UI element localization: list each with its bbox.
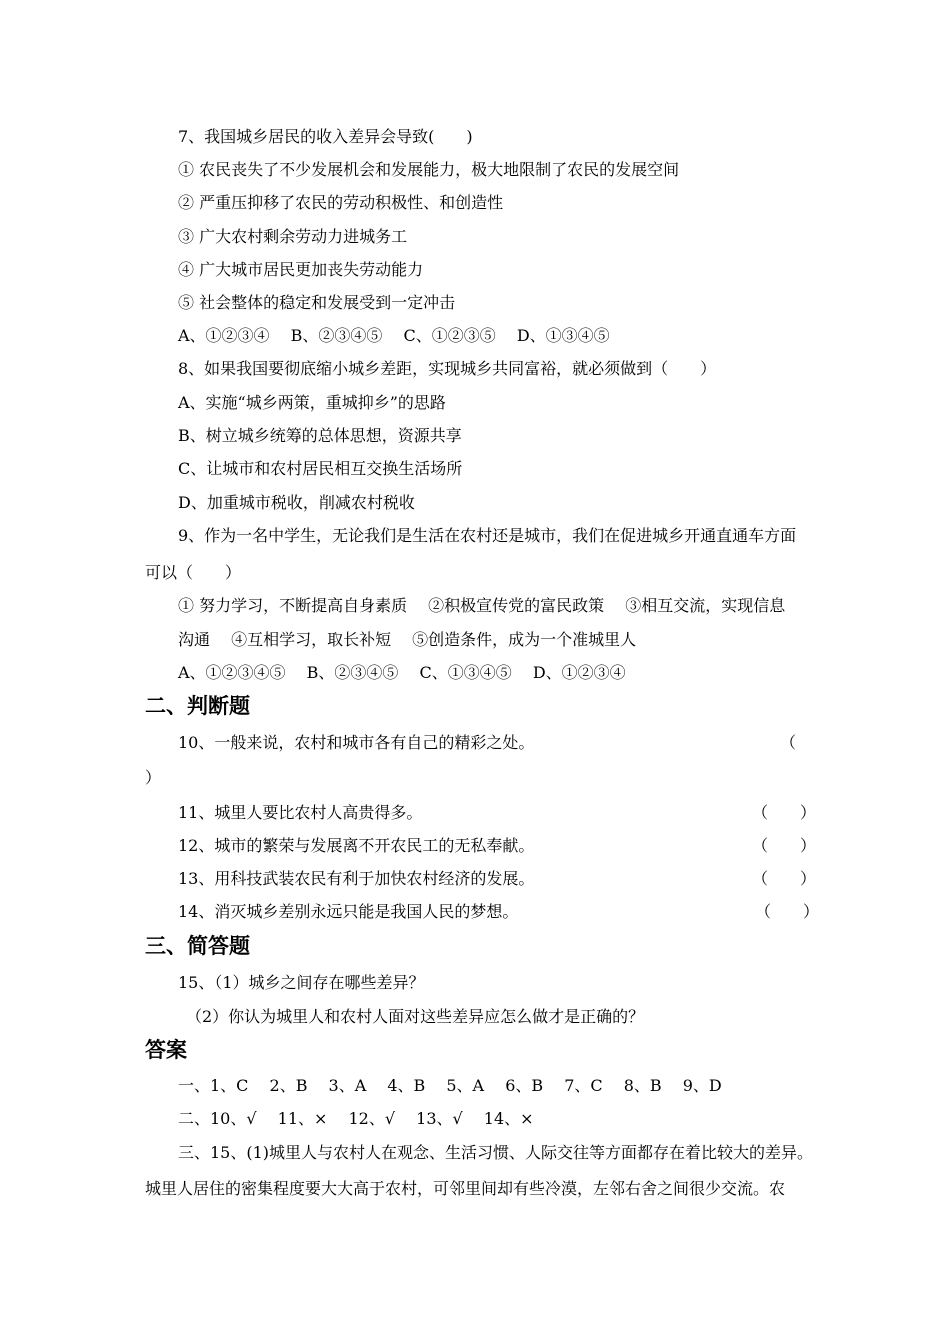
- answers-section-3-line-1: 三、15、(1)城里人与农村人在观念、生活习惯、人际交往等方面都存在着比较大的差异。: [178, 1143, 814, 1162]
- q15-part-1: 15、（1）城乡之间存在哪些差异？: [178, 973, 425, 992]
- q10-answer-paren-open: （: [780, 733, 797, 752]
- q9-stem-line-2: 可以（ ）: [145, 563, 242, 582]
- q15-part-2: （2）你认为城里人和农村人面对这些差异应怎么做才是正确的？: [186, 1007, 645, 1026]
- section-3-title: 三、简答题: [145, 934, 250, 958]
- q8-option-a: A、实施“城乡两策，重城抑乡”的思路: [178, 393, 446, 412]
- q7-item-3: ③ 广大农村剩余劳动力进城务工: [178, 227, 408, 246]
- q9-items-line-2: 沟通 ④互相学习，取长补短 ⑤创造条件，成为一个准城里人: [178, 630, 637, 649]
- q11-answer-paren: （ ）: [752, 803, 817, 822]
- q13-answer-paren: （ ）: [752, 869, 817, 888]
- q8-stem: 8、如果我国要彻底缩小城乡差距，实现城乡共同富裕，就必须做到（ ）: [178, 359, 717, 378]
- q7-item-5: ⑤ 社会整体的稳定和发展受到一定冲击: [178, 293, 456, 312]
- q9-stem-line-1: 9、作为一名中学生，无论我们是生活在农村还是城市，我们在促进城乡开通直通车方面: [178, 526, 797, 545]
- q14-text: 14、消灭城乡差别永远只能是我国人民的梦想。: [178, 902, 519, 921]
- answers-section-2: 二、10、√ 11、× 12、√ 13、√ 14、×: [178, 1109, 534, 1128]
- answers-section-1: 一、1、C 2、B 3、A 4、B 5、A 6、B 7、C 8、B 9、D: [178, 1076, 722, 1095]
- q12-answer-paren: （ ）: [752, 836, 817, 855]
- q7-stem: 7、我国城乡居民的收入差异会导致( ): [178, 127, 473, 146]
- answers-section-3-line-2: 城里人居住的密集程度要大大高于农村，可邻里间却有些冷漠，左邻右舍之间很少交流。农: [145, 1179, 786, 1198]
- q9-options: A、①②③④⑤ B、②③④⑤ C、①③④⑤ D、①②③④: [178, 663, 626, 682]
- q7-item-4: ④ 广大城市居民更加丧失劳动能力: [178, 260, 424, 279]
- q14-answer-paren: （ ）: [755, 902, 820, 921]
- q12-text: 12、城市的繁荣与发展离不开农民工的无私奉献。: [178, 836, 535, 855]
- q13-text: 13、用科技武装农民有利于加快农村经济的发展。: [178, 869, 535, 888]
- q10-text: 10、一般来说，农村和城市各有自己的精彩之处。: [178, 733, 535, 752]
- q10-answer-paren-close: ）: [145, 768, 162, 787]
- q8-option-b: B、树立城乡统筹的总体思想，资源共享: [178, 426, 462, 445]
- q8-option-c: C、让城市和农村居民相互交换生活场所: [178, 459, 463, 478]
- answers-title: 答案: [145, 1038, 187, 1062]
- q7-options: A、①②③④ B、②③④⑤ C、①②③⑤ D、①③④⑤: [178, 326, 610, 345]
- section-2-title: 二、判断题: [145, 694, 250, 718]
- q9-items-line-1: ① 努力学习，不断提高自身素质 ②积极宣传党的富民政策 ③相互交流，实现信息: [178, 596, 786, 615]
- q11-text: 11、城里人要比农村人高贵得多。: [178, 803, 423, 822]
- q8-option-d: D、加重城市税收，削减农村税收: [178, 493, 415, 512]
- q7-item-1: ① 农民丧失了不少发展机会和发展能力，极大地限制了农民的发展空间: [178, 160, 680, 179]
- q7-item-2: ② 严重压抑移了农民的劳动积极性、和创造性: [178, 193, 504, 212]
